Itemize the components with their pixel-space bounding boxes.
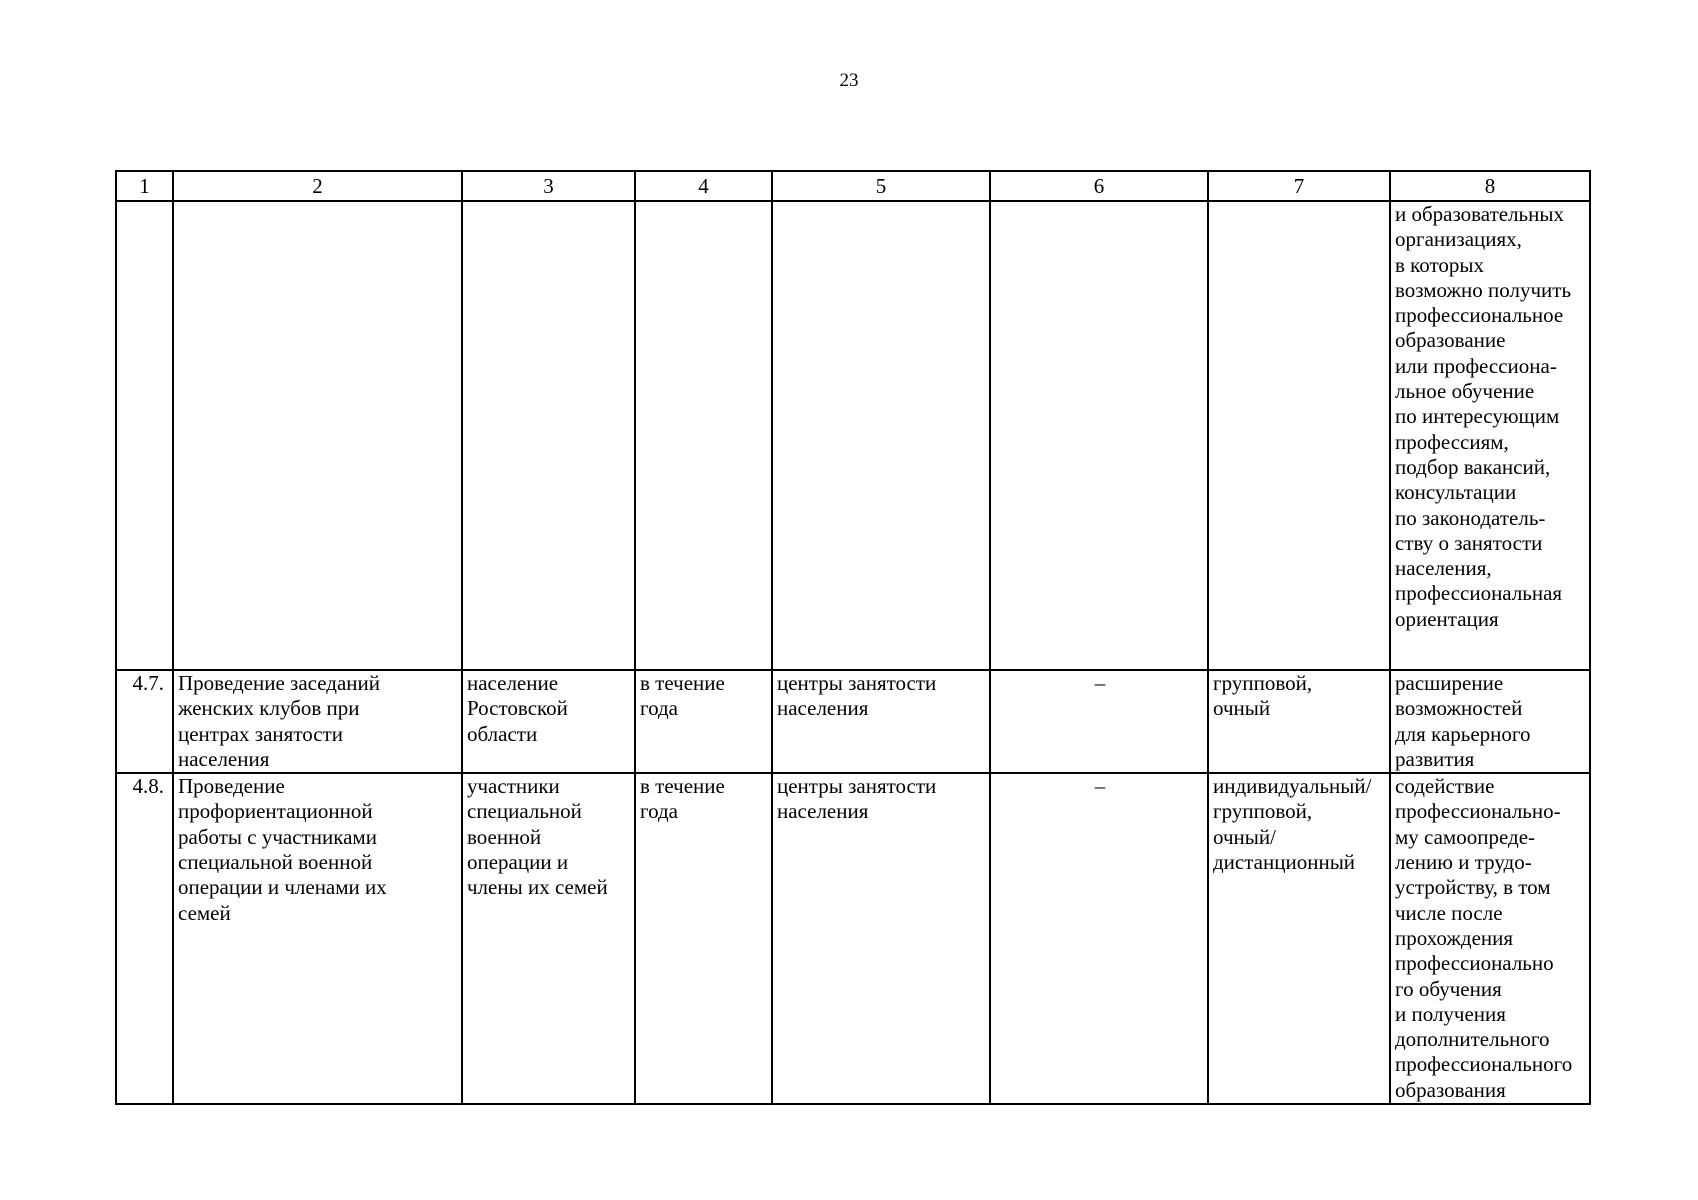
page-number: 23 — [839, 70, 859, 91]
activity-cell: Проведение профориентационной работы с участниками специальной военной операции и членами их семей — [173, 773, 462, 1104]
participants-cell: участники специальной военной операции и члены их семей — [462, 773, 635, 1104]
header-col-2: 2 — [173, 171, 462, 201]
executors-cell — [772, 201, 990, 670]
funding-cell: – — [990, 773, 1208, 1104]
row-number: 4.8. — [116, 773, 173, 1104]
activity-cell: Проведение заседаний женских клубов при центрах занятости населения — [173, 670, 462, 773]
funding-cell — [990, 201, 1208, 670]
header-col-8: 8 — [1390, 171, 1590, 201]
period-cell: в течение года — [635, 773, 772, 1104]
period-cell — [635, 201, 772, 670]
table-row-4-8 — [116, 773, 1590, 1104]
header-col-5: 5 — [772, 171, 990, 201]
period-cell: в течение года — [635, 670, 772, 773]
form-cell — [1208, 201, 1390, 670]
header-col-3: 3 — [462, 171, 635, 201]
document-table — [115, 170, 1591, 1105]
result-cell: и образовательных организациях, в которых возможно получить профессиональное образование или профессиона- льное обучение по интересующим профессиям, подбор вакансий, консультации по законодатель- ству о занятости населения, профессиональная ориентация — [1390, 201, 1590, 670]
activity-cell — [173, 201, 462, 670]
form-cell: групповой, очный — [1208, 670, 1390, 773]
result-cell: содействие профессионально- му самоопреде- лению и трудо- устройству, в том числе после прохождения профессионально го обучения и получения дополнительного профессионального образования — [1390, 773, 1590, 1104]
header-col-7: 7 — [1208, 171, 1390, 201]
executors-cell: центры занятости населения — [772, 773, 990, 1104]
row-number: 4.7. — [116, 670, 173, 773]
header-col-1: 1 — [116, 171, 173, 201]
table-row-4-7 — [116, 670, 1590, 773]
result-cell: расширение возможностей для карьерного развития — [1390, 670, 1590, 773]
funding-cell: – — [990, 670, 1208, 773]
header-row — [116, 171, 1590, 201]
table-row-continuation — [116, 201, 1590, 670]
executors-cell: центры занятости населения — [772, 670, 990, 773]
participants-cell: население Ростовской области — [462, 670, 635, 773]
participants-cell — [462, 201, 635, 670]
row-number — [116, 201, 173, 670]
header-col-4: 4 — [635, 171, 772, 201]
header-col-6: 6 — [990, 171, 1208, 201]
form-cell: индивидуальный/ групповой, очный/ дистанционный — [1208, 773, 1390, 1104]
